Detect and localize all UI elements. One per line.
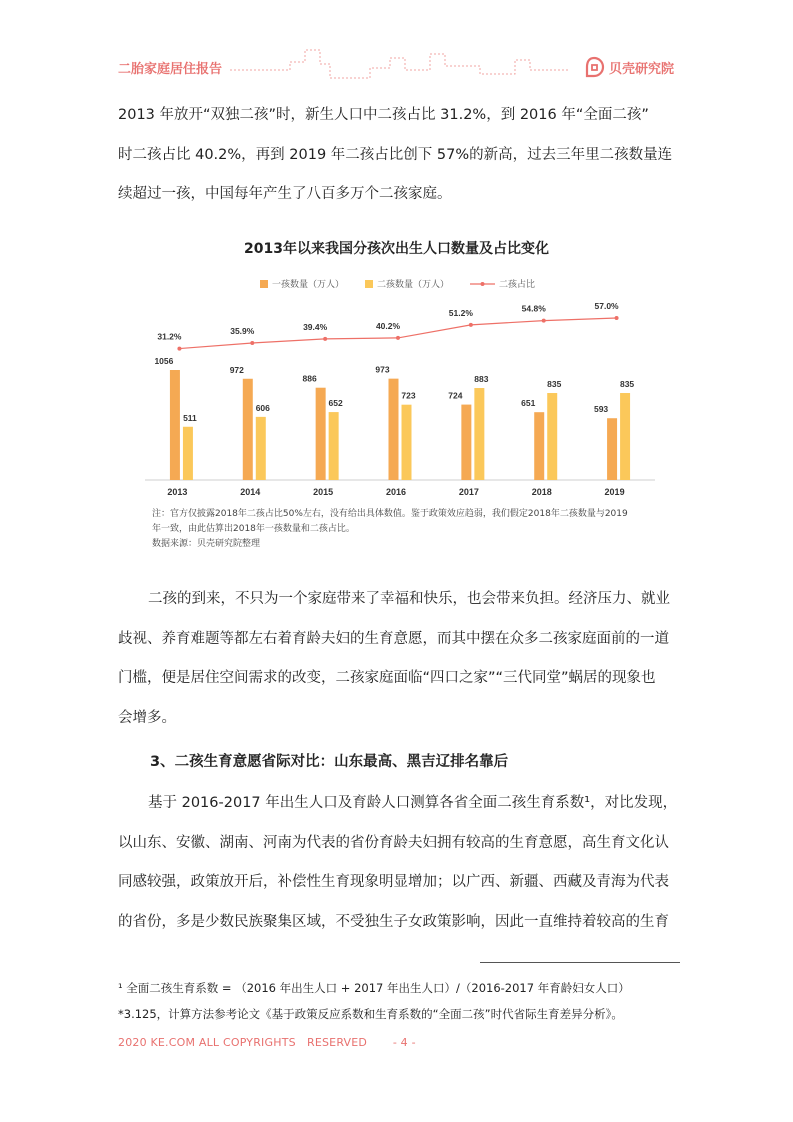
bar-value-label: 652: [328, 398, 343, 409]
bar-second-child: [183, 427, 193, 480]
share-point: [323, 337, 327, 341]
legend-swatch: [260, 280, 268, 288]
bar-value-label: 835: [619, 379, 635, 390]
x-tick-label: 2013: [167, 487, 188, 497]
intro-line: 2013 年放开“双独二孩”时，新生人口中二孩占比 31.2%，到 2016 年“全面二孩”: [118, 107, 649, 123]
chart-note: [152, 507, 692, 552]
share-point: [177, 347, 181, 351]
chart-source: 数据来源：贝壳研究院整理: [152, 539, 261, 549]
para2-line: 歧视、养育难题等都左右着育龄夫妇的生育意愿，而其中摆在众多二孩家庭面前的一道: [118, 630, 669, 647]
bar-value-label: 972: [229, 364, 244, 375]
copyright-text: 2020 KE.COM ALL COPYRIGHTS RESERVED: [118, 1036, 368, 1049]
x-tick-label: 2015: [313, 487, 334, 497]
paragraph-3: [118, 784, 678, 942]
share-point: [396, 336, 400, 340]
x-tick-label: 2014: [240, 487, 261, 497]
page-number: - 4 -: [392, 1036, 416, 1049]
bar-value-label: 593: [593, 404, 609, 415]
para2-line: 会增多。: [118, 709, 176, 726]
intro-paragraph: [118, 96, 678, 215]
bar-second-child: [620, 393, 630, 480]
share-label: 51.2%: [448, 307, 473, 318]
skyline-decoration: [230, 40, 570, 90]
bar-value-label: 723: [401, 390, 416, 401]
footnote-line: *3.125，计算方法参考论文《基于政策反应系数和生育系数的“全面二孩”时代省际生育差异分析》。: [118, 1007, 623, 1021]
page-footer: [118, 1034, 416, 1050]
share-label: 31.2%: [157, 331, 182, 342]
bar-value-label: 1056: [154, 356, 174, 366]
bar-value-label: 606: [255, 402, 270, 413]
para3-line: 基于 2016-2017 年出生人口及育龄人口测算各省全面二孩生育系数¹，对比发现，: [148, 795, 678, 811]
brand-name: 贝壳研究院: [609, 61, 675, 77]
bar-second-child: [402, 405, 412, 480]
share-label: 57.0%: [594, 301, 619, 311]
share-point: [469, 323, 473, 327]
share-label: 40.2%: [375, 320, 401, 331]
bar-value-label: 886: [302, 373, 317, 384]
chart-note-line: 年一致，由此估算出2018年一孩数量和二孩占比。: [152, 524, 355, 534]
x-tick-label: 2019: [604, 487, 625, 497]
legend-marker: [481, 282, 485, 286]
bar-second-child: [256, 417, 266, 480]
beike-logo-icon: [583, 56, 605, 78]
footnote: [118, 975, 678, 1027]
x-tick-label: 2017: [458, 487, 479, 497]
para3-line: 以山东、安徽、湖南、河南为代表的省份育龄夫妇拥有较高的生育意愿，高生育文化认: [118, 834, 669, 851]
share-point: [250, 341, 254, 345]
share-label: 54.8%: [521, 303, 546, 314]
bar-second-child: [474, 388, 484, 480]
brand-logo: [583, 56, 674, 78]
bar-second-child: [547, 393, 557, 480]
para3-line: 的省份，多是少数民族聚集区域，不受独生子女政策影响，因此一直维持着较高的生育: [118, 913, 669, 930]
bar-first-child: [607, 418, 617, 480]
chart-title: 2013年以来我国分孩次出生人口数量及占比变化: [244, 241, 549, 257]
bar-first-child: [461, 405, 471, 480]
bar-first-child: [534, 412, 544, 480]
share-point: [615, 316, 619, 320]
bar-value-label: 651: [521, 398, 536, 409]
para2-line: 门槛，便是居住空间需求的改变，二孩家庭面临“四口之家”“三代同堂”蜗居的现象也: [118, 670, 656, 686]
para3-line: 同感较强，政策放开后，补偿性生育现象明显增加；以广西、新疆、西藏及青海为代表: [118, 874, 669, 890]
chart-note-line: 注：官方仅披露2018年二孩占比50%左右，没有给出具体数值。鉴于政策效应趋弱，我们假定2018年二孩数量与2019: [152, 509, 628, 519]
x-tick-label: 2016: [385, 487, 407, 497]
bar-value-label: 511: [183, 412, 197, 423]
bar-first-child: [389, 379, 399, 480]
legend-label: 一孩数量（万人）: [272, 279, 345, 289]
x-tick-label: 2018: [531, 487, 552, 497]
bar-value-label: 724: [448, 390, 463, 401]
bar-second-child: [329, 412, 339, 480]
footnote-line: ¹ 全面二孩生育系数 = （2016 年出生人口 + 2017 年出生人口）/（2016-2017 年育龄妇女人口）: [118, 981, 630, 995]
paragraph-2: [118, 580, 678, 738]
share-label: 35.9%: [230, 326, 255, 337]
bar-first-child: [316, 388, 326, 480]
bar-first-child: [243, 379, 253, 480]
share-label: 39.4%: [303, 321, 328, 332]
footnote-divider: [480, 962, 680, 963]
section-heading: 3、二孩生育意愿省际对比：山东最高、黑吉辽排名靠后: [150, 754, 509, 770]
bar-first-child: [170, 370, 180, 480]
bar-value-label: 883: [474, 374, 489, 385]
legend-label: 二孩占比: [499, 279, 536, 289]
para2-line: 二孩的到来，不只为一个家庭带来了幸福和快乐，也会带来负担。经济压力、就业: [148, 591, 670, 607]
bar-value-label: 835: [547, 379, 562, 390]
bar-value-label: 973: [375, 364, 390, 375]
legend-swatch: [365, 280, 373, 288]
legend-label: 二孩数量（万人）: [377, 279, 450, 289]
intro-line: 续超过一孩，中国每年产生了八百多万个二孩家庭。: [118, 186, 452, 202]
intro-line: 时二孩占比 40.2%，再到 2019 年二孩占比创下 57%的新高，过去三年里二孩数量连: [118, 146, 673, 163]
birth-chart: [140, 270, 660, 505]
report-title: 二胎家庭居住报告: [118, 62, 223, 77]
share-point: [542, 319, 546, 323]
